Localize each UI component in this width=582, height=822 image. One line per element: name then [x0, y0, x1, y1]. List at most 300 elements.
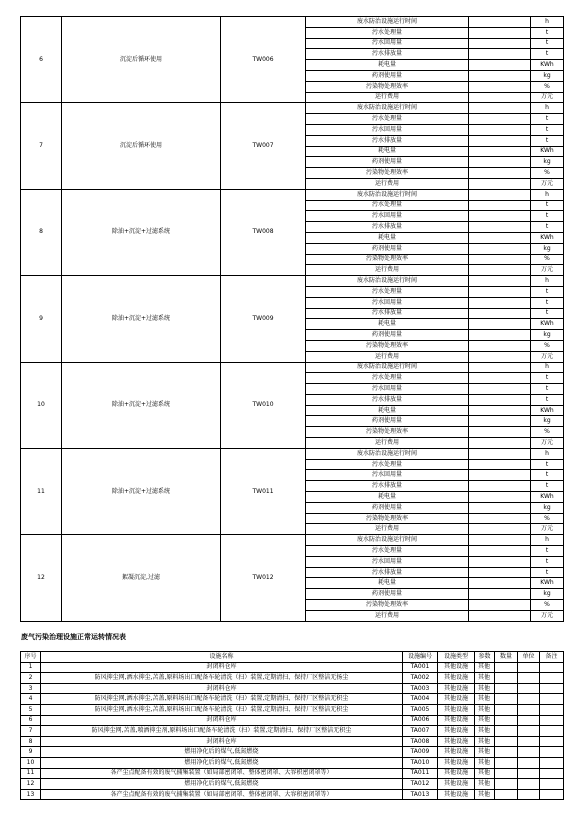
facility-type-cell: 其他设施 — [438, 768, 475, 779]
parameter-unit-cell: t — [531, 459, 564, 470]
parameter-unit-cell: t — [531, 470, 564, 481]
header-cell: 设施类型 — [438, 652, 475, 663]
parameter-value-cell — [469, 610, 531, 621]
parameter-cell: 其他 — [475, 662, 495, 673]
remark-cell — [540, 789, 564, 800]
facility-number-cell: 11 — [21, 448, 62, 534]
parameter-unit-cell: kg — [531, 157, 564, 168]
parameter-unit-cell: % — [531, 168, 564, 179]
unit-cell — [518, 789, 540, 800]
quantity-cell — [495, 726, 518, 737]
parameter-name-cell: 运行费用 — [306, 178, 469, 189]
parameter-value-cell — [469, 351, 531, 362]
parameter-value-cell — [469, 492, 531, 503]
parameter-name-cell: 耗电量 — [306, 60, 469, 71]
parameter-cell: 其他 — [475, 789, 495, 800]
facility-name-cell: 絮凝沉淀,过滤 — [62, 535, 221, 621]
unit-cell — [518, 683, 540, 694]
parameter-value-cell — [469, 38, 531, 49]
quantity-cell — [495, 715, 518, 726]
remark-cell — [540, 768, 564, 779]
parameter-name-cell: 污染物处理效率 — [306, 513, 469, 524]
facility-number-cell: 9 — [21, 276, 62, 362]
table-row — [21, 362, 564, 373]
parameter-value-cell — [469, 27, 531, 38]
parameter-unit-cell: t — [531, 297, 564, 308]
facility-type-cell: 其他设施 — [438, 715, 475, 726]
facility-name-cell: 燃用净化后的煤气,低氮燃烧 — [41, 779, 403, 790]
parameter-name-cell: 污染物处理效率 — [306, 168, 469, 179]
facility-name-cell: 防风抑尘网,洒水抑尘,苫盖,原料场出口配备车轮清洗（扫）装置,定期清扫、保持厂区整洁无扬尘 — [41, 673, 403, 684]
parameter-value-cell — [469, 286, 531, 297]
facility-name-cell: 封闭料仓库 — [41, 715, 403, 726]
parameter-unit-cell: t — [531, 308, 564, 319]
parameter-cell: 其他 — [475, 726, 495, 737]
quantity-cell — [495, 736, 518, 747]
header-cell: 设施编号 — [403, 652, 438, 663]
parameter-value-cell — [469, 60, 531, 71]
facility-type-cell: 其他设施 — [438, 726, 475, 737]
parameter-value-cell — [469, 178, 531, 189]
parameter-name-cell: 运行费用 — [306, 610, 469, 621]
parameter-value-cell — [469, 157, 531, 168]
parameter-value-cell — [469, 502, 531, 513]
quantity-cell — [495, 662, 518, 673]
parameter-cell: 其他 — [475, 768, 495, 779]
table-row — [21, 715, 564, 726]
unit-cell — [518, 768, 540, 779]
parameter-cell: 其他 — [475, 747, 495, 758]
quantity-cell — [495, 757, 518, 768]
facility-type-cell: 其他设施 — [438, 673, 475, 684]
facility-name-cell: 防风抑尘网,苫盖,喷洒抑尘剂,原料场出口配备车轮清洗（扫）装置,定期清扫、保持厂区整洁无积尘 — [41, 726, 403, 737]
parameter-unit-cell: h — [531, 448, 564, 459]
parameter-name-cell: 污染物处理效率 — [306, 81, 469, 92]
header-cell: 参数 — [475, 652, 495, 663]
parameter-unit-cell: h — [531, 103, 564, 114]
facility-name-cell: 封闭料仓库 — [41, 662, 403, 673]
parameter-name-cell: 污水排放量 — [306, 308, 469, 319]
parameter-value-cell — [469, 49, 531, 60]
facility-code-cell: TA006 — [403, 715, 438, 726]
parameter-unit-cell: t — [531, 49, 564, 60]
remark-cell — [540, 779, 564, 790]
parameter-unit-cell: t — [531, 556, 564, 567]
parameter-name-cell: 污水处理量 — [306, 286, 469, 297]
parameter-name-cell: 废水防治设施运行时间 — [306, 103, 469, 114]
parameter-value-cell — [469, 394, 531, 405]
unit-cell — [518, 757, 540, 768]
facility-name-cell: 除油+沉淀+过滤系统 — [62, 362, 221, 448]
remark-cell — [540, 662, 564, 673]
parameter-value-cell — [469, 470, 531, 481]
parameter-name-cell: 污水回用量 — [306, 470, 469, 481]
facility-code-cell: TA011 — [403, 768, 438, 779]
parameter-unit-cell: % — [531, 427, 564, 438]
table-row — [21, 276, 564, 287]
facility-name-cell: 防风抑尘网,洒水抑尘,苫盖,原料场出口配备车轮清洗（扫）装置,定期清扫、保持厂区整洁无积尘 — [41, 694, 403, 705]
parameter-unit-cell: kg — [531, 589, 564, 600]
parameter-unit-cell: KWh — [531, 319, 564, 330]
parameter-unit-cell: t — [531, 394, 564, 405]
parameter-value-cell — [469, 254, 531, 265]
parameter-name-cell: 污染物处理效率 — [306, 340, 469, 351]
parameter-unit-cell: KWh — [531, 232, 564, 243]
parameter-value-cell — [469, 600, 531, 611]
header-cell: 备注 — [540, 652, 564, 663]
parameter-name-cell: 污水排放量 — [306, 567, 469, 578]
parameter-name-cell: 运行费用 — [306, 438, 469, 449]
facility-code-cell: TW009 — [221, 276, 306, 362]
table-row — [21, 662, 564, 673]
parameter-value-cell — [469, 146, 531, 157]
parameter-cell: 其他 — [475, 694, 495, 705]
parameter-unit-cell: 万元 — [531, 610, 564, 621]
parameter-value-cell — [469, 189, 531, 200]
parameter-unit-cell: kg — [531, 502, 564, 513]
wastewater-facility-table — [20, 16, 564, 622]
parameter-value-cell — [469, 276, 531, 287]
parameter-name-cell: 污水回用量 — [306, 124, 469, 135]
parameter-value-cell — [469, 243, 531, 254]
parameter-cell: 其他 — [475, 779, 495, 790]
row-number-cell: 1 — [21, 662, 41, 673]
parameter-unit-cell: kg — [531, 70, 564, 81]
facility-code-cell: TW012 — [221, 535, 306, 621]
parameter-value-cell — [469, 448, 531, 459]
facility-type-cell: 其他设施 — [438, 683, 475, 694]
parameter-value-cell — [469, 416, 531, 427]
parameter-cell: 其他 — [475, 757, 495, 768]
parameter-unit-cell: t — [531, 200, 564, 211]
parameter-unit-cell: t — [531, 222, 564, 233]
parameter-name-cell: 废水防治设施运行时间 — [306, 448, 469, 459]
quantity-cell — [495, 704, 518, 715]
parameter-value-cell — [469, 438, 531, 449]
parameter-unit-cell: 万元 — [531, 351, 564, 362]
parameter-value-cell — [469, 70, 531, 81]
parameter-unit-cell: KWh — [531, 146, 564, 157]
parameter-name-cell: 污水回用量 — [306, 556, 469, 567]
quantity-cell — [495, 768, 518, 779]
parameter-name-cell: 污水回用量 — [306, 38, 469, 49]
facility-name-cell: 各产尘点配备有效的废气捕集装置（如局部密闭罩、整体密闭罩、大容积密闭罩等） — [41, 789, 403, 800]
parameter-cell: 其他 — [475, 736, 495, 747]
parameter-name-cell: 废水防治设施运行时间 — [306, 362, 469, 373]
parameter-name-cell: 污染物处理效率 — [306, 600, 469, 611]
parameter-value-cell — [469, 340, 531, 351]
facility-code-cell: TW008 — [221, 189, 306, 275]
facility-code-cell: TA004 — [403, 694, 438, 705]
parameter-value-cell — [469, 556, 531, 567]
table-row — [21, 673, 564, 684]
parameter-name-cell: 污水处理量 — [306, 459, 469, 470]
facility-code-cell: TA002 — [403, 673, 438, 684]
parameter-name-cell: 运行费用 — [306, 92, 469, 103]
parameter-cell: 其他 — [475, 673, 495, 684]
parameter-unit-cell: % — [531, 81, 564, 92]
facility-code-cell: TW011 — [221, 448, 306, 534]
facility-name-cell: 封闭料仓库 — [41, 736, 403, 747]
gas-facility-table — [20, 651, 564, 800]
parameter-unit-cell: kg — [531, 330, 564, 341]
unit-cell — [518, 704, 540, 715]
row-number-cell: 6 — [21, 715, 41, 726]
parameter-unit-cell: h — [531, 535, 564, 546]
parameter-name-cell: 耗电量 — [306, 405, 469, 416]
facility-number-cell: 10 — [21, 362, 62, 448]
parameter-value-cell — [469, 373, 531, 384]
facility-name-cell: 除油+沉淀+过滤系统 — [62, 189, 221, 275]
parameter-value-cell — [469, 427, 531, 438]
remark-cell — [540, 736, 564, 747]
parameter-value-cell — [469, 114, 531, 125]
parameter-name-cell: 药剂使用量 — [306, 243, 469, 254]
unit-cell — [518, 662, 540, 673]
parameter-unit-cell: t — [531, 211, 564, 222]
parameter-unit-cell: h — [531, 276, 564, 287]
parameter-name-cell: 污染物处理效率 — [306, 254, 469, 265]
facility-number-cell: 6 — [21, 17, 62, 103]
parameter-value-cell — [469, 362, 531, 373]
parameter-unit-cell: KWh — [531, 492, 564, 503]
parameter-value-cell — [469, 124, 531, 135]
row-number-cell: 10 — [21, 757, 41, 768]
parameter-unit-cell: 万元 — [531, 438, 564, 449]
facility-code-cell: TA008 — [403, 736, 438, 747]
parameter-unit-cell: t — [531, 384, 564, 395]
parameter-name-cell: 污染物处理效率 — [306, 427, 469, 438]
parameter-value-cell — [469, 232, 531, 243]
parameter-unit-cell: kg — [531, 416, 564, 427]
remark-cell — [540, 694, 564, 705]
parameter-unit-cell: KWh — [531, 578, 564, 589]
parameter-unit-cell: h — [531, 17, 564, 28]
unit-cell — [518, 673, 540, 684]
parameter-value-cell — [469, 567, 531, 578]
unit-cell — [518, 736, 540, 747]
parameter-value-cell — [469, 211, 531, 222]
remark-cell — [540, 757, 564, 768]
quantity-cell — [495, 694, 518, 705]
facility-name-cell: 沉淀后循环使用 — [62, 17, 221, 103]
facility-name-cell: 各产尘点配备有效的废气捕集装置（如局部密闭罩、整体密闭罩、大容积密闭罩等） — [41, 768, 403, 779]
facility-code-cell: TA007 — [403, 726, 438, 737]
parameter-name-cell: 污水排放量 — [306, 394, 469, 405]
table-row — [21, 694, 564, 705]
parameter-value-cell — [469, 524, 531, 535]
facility-code-cell: TA001 — [403, 662, 438, 673]
facility-code-cell: TA010 — [403, 757, 438, 768]
parameter-name-cell: 药剂使用量 — [306, 502, 469, 513]
table-row — [21, 768, 564, 779]
parameter-name-cell: 污水排放量 — [306, 49, 469, 60]
quantity-cell — [495, 789, 518, 800]
parameter-name-cell: 污水处理量 — [306, 373, 469, 384]
facility-code-cell: TA003 — [403, 683, 438, 694]
parameter-name-cell: 运行费用 — [306, 524, 469, 535]
parameter-value-cell — [469, 319, 531, 330]
header-cell: 数量 — [495, 652, 518, 663]
parameter-unit-cell: 万元 — [531, 178, 564, 189]
quantity-cell — [495, 747, 518, 758]
parameter-value-cell — [469, 135, 531, 146]
header-cell: 设施名称 — [41, 652, 403, 663]
table-row — [21, 103, 564, 114]
table-row — [21, 535, 564, 546]
parameter-value-cell — [469, 81, 531, 92]
parameter-value-cell — [469, 265, 531, 276]
facility-type-cell: 其他设施 — [438, 736, 475, 747]
parameter-unit-cell: t — [531, 114, 564, 125]
quantity-cell — [495, 673, 518, 684]
parameter-value-cell — [469, 103, 531, 114]
parameter-value-cell — [469, 481, 531, 492]
parameter-unit-cell: KWh — [531, 60, 564, 71]
facility-code-cell: TW006 — [221, 17, 306, 103]
parameter-value-cell — [469, 405, 531, 416]
facility-code-cell: TA005 — [403, 704, 438, 715]
unit-cell — [518, 694, 540, 705]
parameter-value-cell — [469, 535, 531, 546]
parameter-unit-cell: % — [531, 340, 564, 351]
table-row — [21, 448, 564, 459]
parameter-unit-cell: % — [531, 513, 564, 524]
parameter-name-cell: 污水处理量 — [306, 546, 469, 557]
facility-name-cell: 除油+沉淀+过滤系统 — [62, 448, 221, 534]
parameter-value-cell — [469, 308, 531, 319]
facility-number-cell: 8 — [21, 189, 62, 275]
gas-table-header-row — [21, 652, 564, 663]
table-row — [21, 779, 564, 790]
parameter-value-cell — [469, 222, 531, 233]
parameter-unit-cell: t — [531, 567, 564, 578]
quantity-cell — [495, 779, 518, 790]
parameter-unit-cell: t — [531, 135, 564, 146]
remark-cell — [540, 704, 564, 715]
parameter-unit-cell: KWh — [531, 405, 564, 416]
parameter-value-cell — [469, 459, 531, 470]
facility-name-cell: 燃用净化后的煤气,低氮燃烧 — [41, 747, 403, 758]
parameter-name-cell: 污水处理量 — [306, 200, 469, 211]
parameter-value-cell — [469, 546, 531, 557]
parameter-unit-cell: t — [531, 124, 564, 135]
parameter-value-cell — [469, 513, 531, 524]
parameter-unit-cell: kg — [531, 243, 564, 254]
parameter-name-cell: 运行费用 — [306, 351, 469, 362]
row-number-cell: 3 — [21, 683, 41, 694]
facility-type-cell: 其他设施 — [438, 662, 475, 673]
row-number-cell: 8 — [21, 736, 41, 747]
facility-name-cell: 除油+沉淀+过滤系统 — [62, 276, 221, 362]
facility-number-cell: 12 — [21, 535, 62, 621]
facility-name-cell: 防风抑尘网,洒水抑尘,苫盖,原料场出口配备车轮清洗（扫）装置,定期清扫、保持厂区整洁无积尘 — [41, 704, 403, 715]
row-number-cell: 11 — [21, 768, 41, 779]
remark-cell — [540, 747, 564, 758]
table-row — [21, 736, 564, 747]
table-row — [21, 726, 564, 737]
facility-name-cell: 封闭料仓库 — [41, 683, 403, 694]
parameter-unit-cell: t — [531, 286, 564, 297]
table-row — [21, 789, 564, 800]
remark-cell — [540, 726, 564, 737]
parameter-name-cell: 耗电量 — [306, 492, 469, 503]
facility-type-cell: 其他设施 — [438, 704, 475, 715]
parameter-unit-cell: % — [531, 600, 564, 611]
parameter-name-cell: 耗电量 — [306, 232, 469, 243]
parameter-name-cell: 药剂使用量 — [306, 330, 469, 341]
parameter-value-cell — [469, 92, 531, 103]
parameter-value-cell — [469, 200, 531, 211]
parameter-name-cell: 药剂使用量 — [306, 157, 469, 168]
parameter-name-cell: 药剂使用量 — [306, 70, 469, 81]
parameter-name-cell: 污水回用量 — [306, 384, 469, 395]
unit-cell — [518, 779, 540, 790]
facility-code-cell: TA013 — [403, 789, 438, 800]
parameter-unit-cell: t — [531, 373, 564, 384]
parameter-name-cell: 废水防治设施运行时间 — [306, 17, 469, 28]
facility-code-cell: TW010 — [221, 362, 306, 448]
facility-number-cell: 7 — [21, 103, 62, 189]
parameter-unit-cell: 万元 — [531, 524, 564, 535]
parameter-name-cell: 污水回用量 — [306, 297, 469, 308]
table-row — [21, 17, 564, 28]
parameter-unit-cell: t — [531, 546, 564, 557]
row-number-cell: 7 — [21, 726, 41, 737]
unit-cell — [518, 726, 540, 737]
quantity-cell — [495, 683, 518, 694]
table-row — [21, 747, 564, 758]
row-number-cell: 2 — [21, 673, 41, 684]
parameter-value-cell — [469, 17, 531, 28]
facility-name-cell: 沉淀后循环使用 — [62, 103, 221, 189]
header-cell: 序号 — [21, 652, 41, 663]
parameter-cell: 其他 — [475, 683, 495, 694]
remark-cell — [540, 683, 564, 694]
parameter-name-cell: 药剂使用量 — [306, 589, 469, 600]
parameter-cell: 其他 — [475, 715, 495, 726]
table-row — [21, 757, 564, 768]
parameter-name-cell: 污水处理量 — [306, 114, 469, 125]
parameter-name-cell: 污水排放量 — [306, 222, 469, 233]
facility-name-cell: 燃用净化后的煤气,低氮燃烧 — [41, 757, 403, 768]
parameter-value-cell — [469, 297, 531, 308]
parameter-cell: 其他 — [475, 704, 495, 715]
table-row — [21, 704, 564, 715]
parameter-name-cell: 污水排放量 — [306, 135, 469, 146]
parameter-name-cell: 运行费用 — [306, 265, 469, 276]
parameter-unit-cell: t — [531, 27, 564, 38]
row-number-cell: 5 — [21, 704, 41, 715]
row-number-cell: 12 — [21, 779, 41, 790]
parameter-unit-cell: h — [531, 189, 564, 200]
gas-section-title: 废气污染治理设施正常运转情况表 — [21, 633, 126, 641]
parameter-value-cell — [469, 384, 531, 395]
unit-cell — [518, 747, 540, 758]
facility-code-cell: TA012 — [403, 779, 438, 790]
unit-cell — [518, 715, 540, 726]
row-number-cell: 9 — [21, 747, 41, 758]
parameter-name-cell: 污水处理量 — [306, 27, 469, 38]
parameter-value-cell — [469, 589, 531, 600]
parameter-name-cell: 药剂使用量 — [306, 416, 469, 427]
parameter-unit-cell: h — [531, 362, 564, 373]
parameter-name-cell: 污水排放量 — [306, 481, 469, 492]
parameter-name-cell: 耗电量 — [306, 578, 469, 589]
facility-type-cell: 其他设施 — [438, 779, 475, 790]
parameter-name-cell: 耗电量 — [306, 319, 469, 330]
facility-type-cell: 其他设施 — [438, 747, 475, 758]
